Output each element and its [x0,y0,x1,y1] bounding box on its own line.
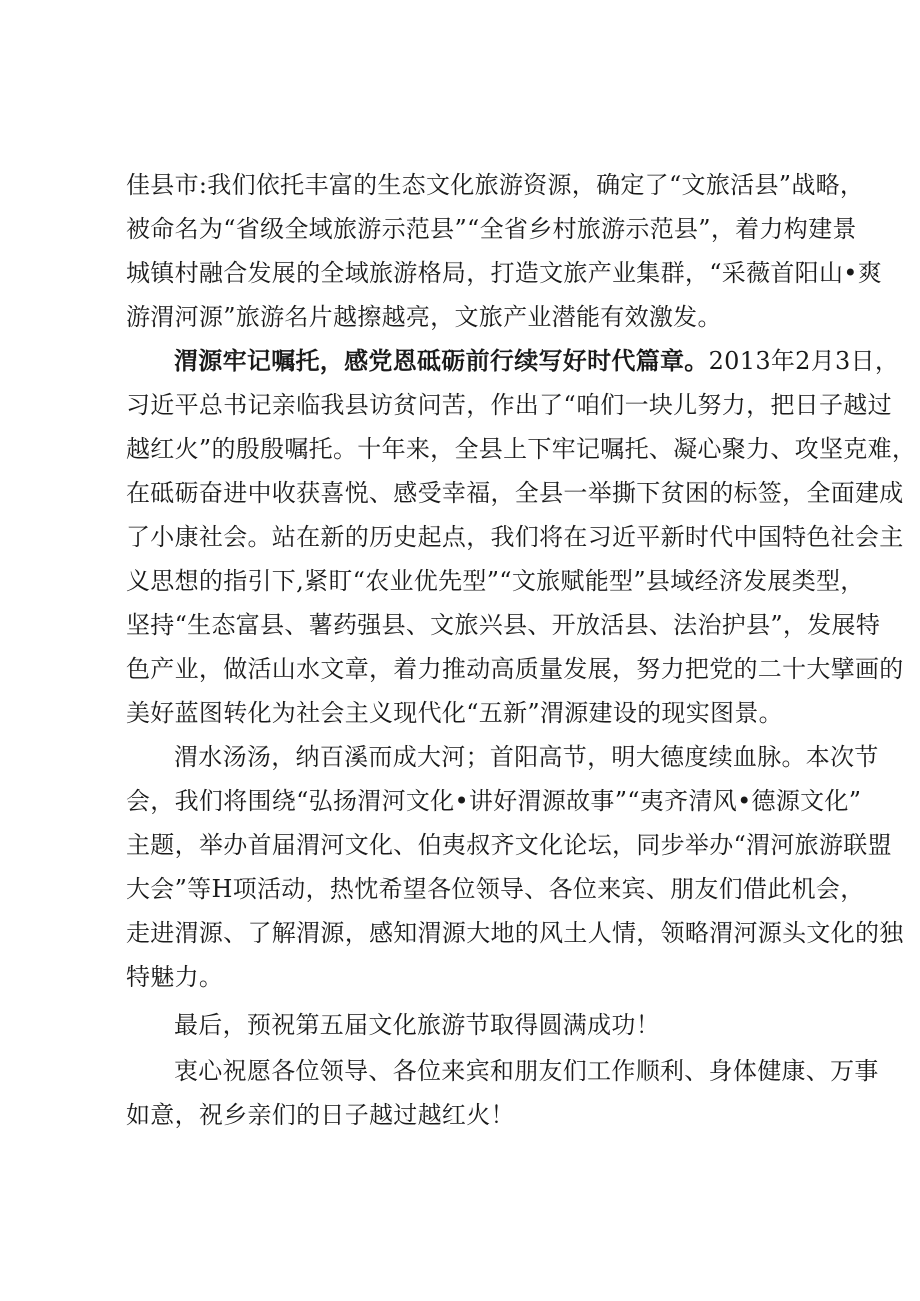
text-line: 走进渭源、了解渭源，感知渭源大地的风土人情，领略渭河源头文化的独 [126,919,904,947]
text-line: 佳县市:我们依托丰富的生态文化旅游资源，确定了“文旅活县”战略， [126,171,865,199]
paragraph-lead-text: 2013年2月3日， [708,347,900,375]
text-line: 主题，举办首届渭河文化、伯夷叔齐文化论坛，同步举办“渭河旅游联盟 [126,831,892,859]
text-line: 了小康社会。站在新的历史起点，我们将在习近平新时代中国特色社会主 [126,523,904,551]
text-line: 被命名为“省级全域旅游示范县”“全省乡村旅游示范县”，着力构建景 [126,215,857,243]
paragraph-heading: 渭源牢记嘱托，感党恩砥砺前行续写好时代篇章。 [174,346,709,375]
text-line: 美好蓝图转化为社会主义现代化“五新”渭源建设的现实图景。 [126,699,783,727]
text-line: 城镇村融合发展的全域旅游格局，打造文旅产业集群，“采薇首阳山•爽 [126,259,883,287]
text-line: 最后，预祝第五届文化旅游节取得圆满成功！ [174,1011,660,1039]
text-line: 大会”等H项活动，热忱希望各位领导、各位来宾、朋友们借此机会， [126,875,865,903]
text-line: 习近平总书记亲临我县访贫问苦，作出了“咱们一块儿努力，把日子越过 [126,391,892,419]
text-line: 色产业，做活山水文章，着力推动高质量发展，努力把党的二十大擘画的 [126,655,904,683]
text-line: 坚持“生态富县、薯药强县、文旅兴县、开放活县、法治护县”，发展特 [126,611,881,639]
text-line: 如意，祝乡亲们的日子越过越红火！ [126,1101,515,1129]
text-line: 在砥砺奋进中收获喜悦、感受幸福，全县一举撕下贫困的标签，全面建成 [126,479,904,507]
text-line: 特魅力。 [126,963,224,991]
text-line: 越红火”的殷殷嘱托。十年来，全县上下牢记嘱托、凝心聚力、攻坚克难， [126,435,917,463]
text-line: 会，我们将围绕“弘扬渭河文化•讲好渭源故事”“夷齐清风•德源文化” [126,787,862,815]
paragraph-lead-line [174,339,900,383]
text-line: 衷心祝愿各位领导、各位来宾和朋友们工作顺利、身体健康、万事 [174,1057,879,1085]
text-line: 渭水汤汤，纳百溪而成大河；首阳高节，明大德度续血脉。本次节 [174,743,879,771]
text-line: 游渭河源”旅游名片越擦越亮，文旅产业潜能有效激发。 [126,303,722,331]
text-line: 义思想的指引下,紧盯“农业优先型”“文旅赋能型”县域经济发展类型， [126,567,865,595]
